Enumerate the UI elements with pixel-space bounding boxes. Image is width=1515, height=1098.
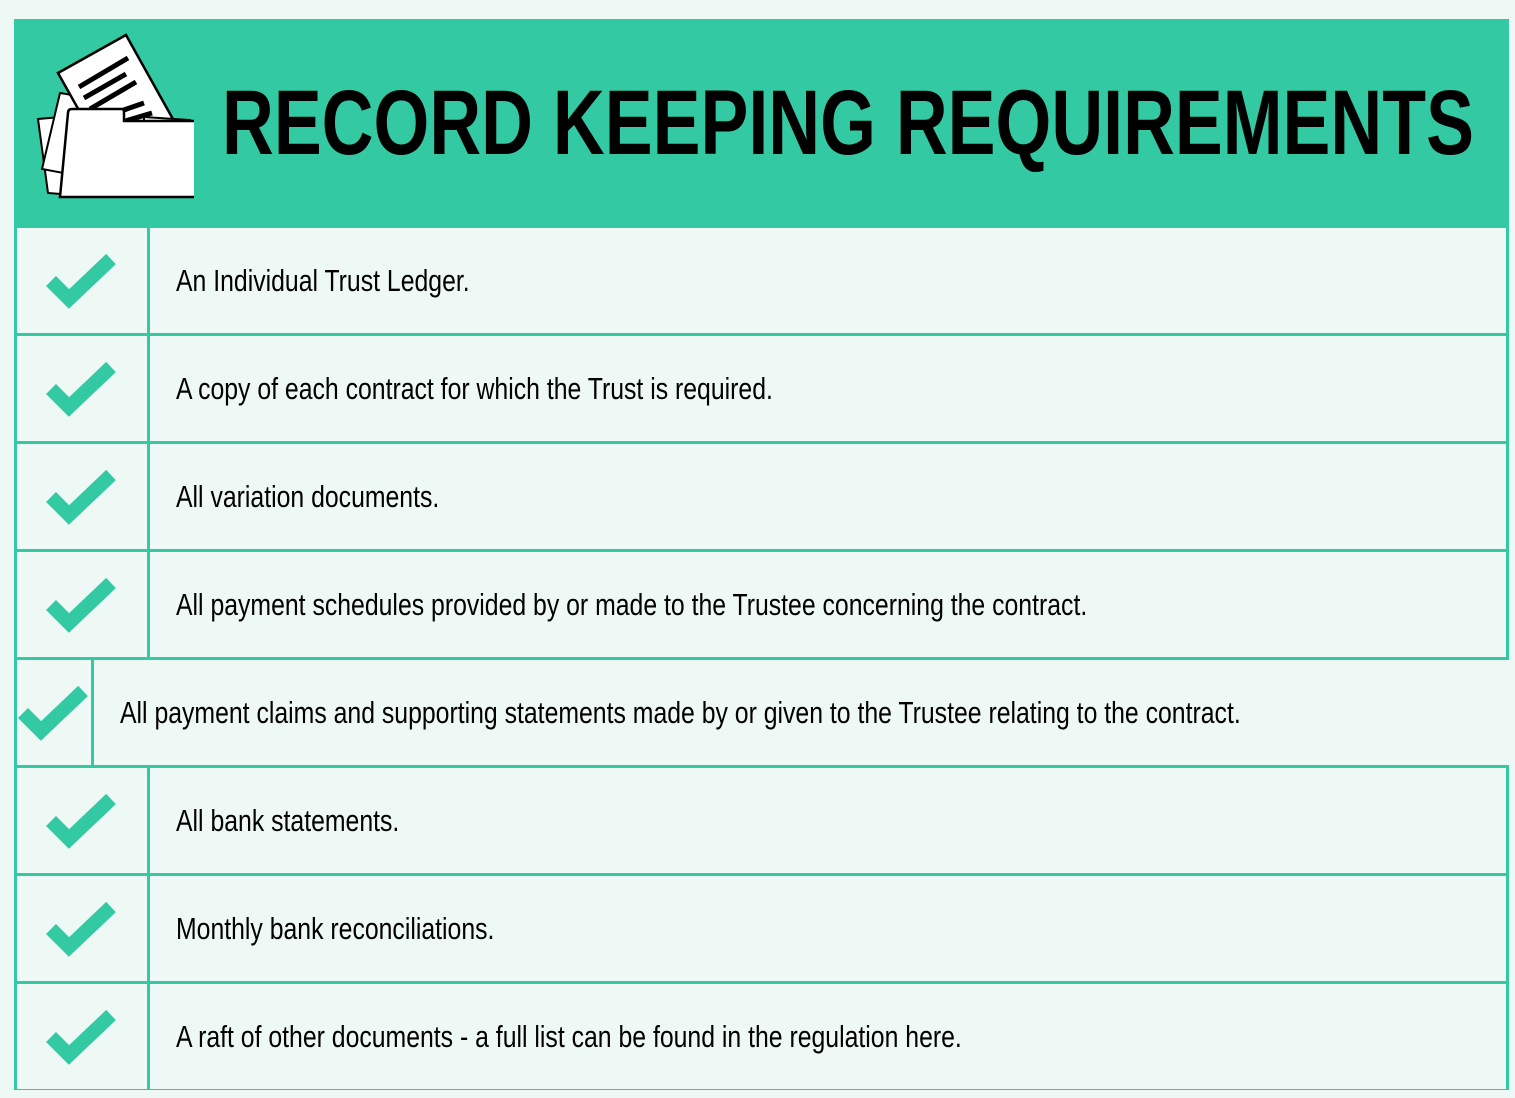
requirements-table (14, 19, 1509, 1090)
item-label: All payment schedules provided by or made to the Trustee concerning the contract. (176, 586, 1088, 622)
item-label: All payment claims and supporting statements made by or given to the Trustee relating to the contract. (120, 694, 1241, 730)
list-item (17, 876, 1506, 981)
checkmark-icon (45, 1007, 119, 1067)
check-cell (17, 984, 147, 1089)
checkmark-icon (45, 791, 119, 851)
check-cell (17, 444, 147, 549)
checkmark-icon (17, 683, 91, 743)
header (14, 19, 1509, 226)
list-item (17, 660, 1506, 765)
list-item (17, 228, 1506, 333)
item-label: A copy of each contract for which the Trust is required. (176, 370, 773, 406)
page-title: RECORD KEEPING REQUIREMENTS (222, 72, 1474, 174)
checkmark-icon (45, 467, 119, 527)
check-cell (17, 876, 147, 981)
check-cell (17, 660, 91, 765)
requirements-list (17, 228, 1506, 1092)
list-item (17, 984, 1506, 1089)
item-label: An Individual Trust Ledger. (176, 262, 470, 298)
item-label: All variation documents. (176, 478, 440, 514)
checkmark-icon (45, 899, 119, 959)
list-item (17, 336, 1506, 441)
folder-with-documents-icon (24, 25, 194, 205)
item-label: Monthly bank reconciliations. (176, 910, 495, 946)
check-cell (17, 336, 147, 441)
list-item (17, 552, 1506, 657)
checkmark-icon (45, 575, 119, 635)
checkmark-icon (45, 359, 119, 419)
list-item (17, 768, 1506, 873)
list-item (17, 444, 1506, 549)
item-label: All bank statements. (176, 802, 400, 838)
check-cell (17, 552, 147, 657)
item-label: A raft of other documents - a full list can be found in the regulation here. (176, 1018, 962, 1054)
check-cell (17, 768, 147, 873)
check-cell (17, 228, 147, 333)
checkmark-icon (45, 251, 119, 311)
